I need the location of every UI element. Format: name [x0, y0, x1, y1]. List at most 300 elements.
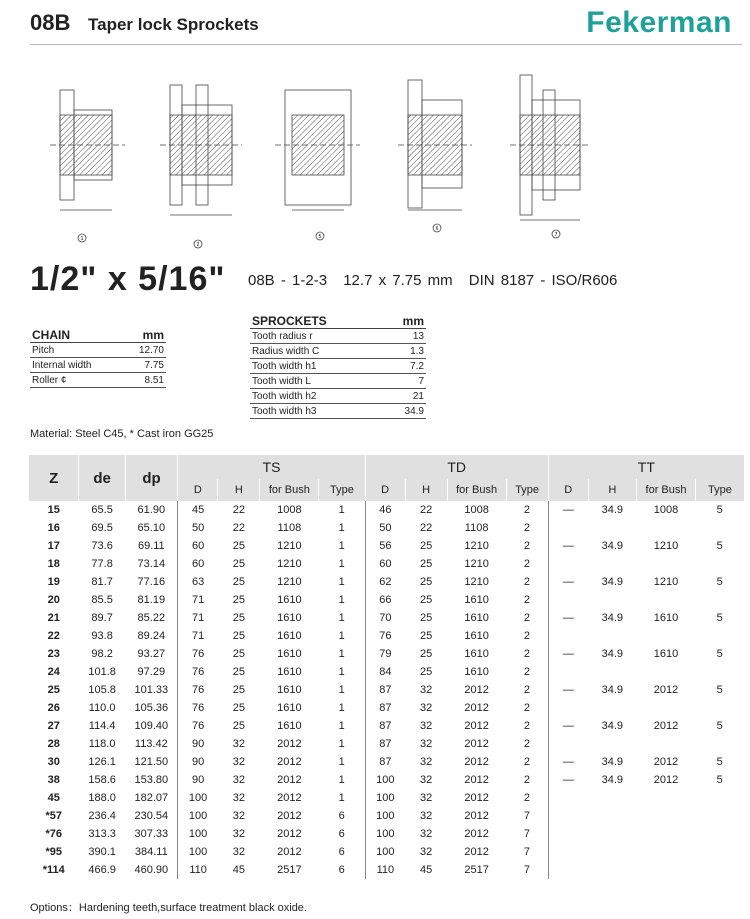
cell-ts: 1	[319, 501, 365, 519]
drawing-marker: 1	[80, 236, 84, 242]
subcol-td-d: D	[365, 479, 405, 501]
chain-header: CHAIN	[30, 328, 123, 343]
cell-tt-empty	[637, 825, 696, 843]
cell-ts: 100	[188, 792, 208, 804]
cell-z: 19	[47, 576, 60, 588]
cell-ts: 1610	[277, 612, 302, 624]
cell-ts: 50	[191, 522, 205, 534]
cell-td: 76	[379, 630, 392, 642]
cell-ts: 76	[191, 684, 205, 696]
cell-tt: 2012	[653, 720, 679, 732]
cell-tt-empty	[695, 861, 744, 879]
cell-tt-empty	[637, 807, 696, 825]
cell-td: 2	[506, 681, 548, 699]
sprockets-label: Tooth width h2	[250, 389, 383, 404]
table-row	[250, 374, 426, 389]
cell-ts: 1210	[277, 540, 302, 552]
table-row	[30, 373, 166, 388]
chain-value: 8.51	[123, 373, 166, 388]
cell-tt: 5	[716, 540, 723, 552]
product-code: 08B	[30, 10, 71, 35]
cell-ts: 2012	[277, 738, 302, 750]
cell-td: 32	[419, 720, 433, 732]
cell-ts: 76	[191, 666, 205, 678]
cell-ts: 25	[232, 558, 245, 570]
col-dp: dp	[125, 455, 178, 501]
cell-tt-empty	[548, 789, 588, 807]
cell-tt-empty	[695, 735, 744, 753]
table-row	[29, 771, 745, 789]
cell-tt-empty	[637, 627, 696, 645]
table-row	[29, 609, 745, 627]
subcol-tt-type: Type	[695, 479, 744, 501]
cell-tt-empty	[637, 861, 696, 879]
cell-tt-empty	[548, 627, 588, 645]
cell-tt-empty	[695, 843, 744, 861]
cell-dp: 121.50	[125, 753, 178, 771]
cell-tt-empty	[548, 591, 588, 609]
cell-tt-empty	[588, 627, 636, 645]
cell-z: 24	[47, 666, 60, 678]
cell-tt: 34.9	[601, 612, 624, 624]
col-z: Z	[29, 455, 79, 501]
cell-ts: 1	[319, 537, 365, 555]
cell-de: 236.4	[88, 810, 116, 822]
table-row	[250, 389, 426, 404]
cell-ts: 25	[232, 594, 245, 606]
cell-tt-empty	[695, 663, 744, 681]
cell-ts: 76	[191, 648, 205, 660]
brand-logo: Fekerman	[586, 6, 732, 39]
cell-z: *95	[45, 846, 62, 858]
subcol-ts-d: D	[178, 479, 218, 501]
cell-ts: 25	[232, 612, 245, 624]
cell-ts: 90	[191, 774, 205, 786]
sprocket-spec-table	[28, 455, 744, 879]
cell-dp: 113.42	[125, 735, 178, 753]
cell-ts: 1610	[277, 630, 302, 642]
cell-z: 45	[47, 792, 60, 804]
cell-td: 22	[419, 504, 433, 516]
table-row	[29, 753, 745, 771]
cell-td: 100	[376, 774, 395, 786]
cell-ts: 22	[232, 522, 245, 534]
cell-ts: 25	[232, 540, 245, 552]
cell-td: 32	[419, 846, 433, 858]
cell-tt-empty	[588, 861, 636, 879]
cell-tt: —	[562, 774, 574, 786]
cell-td: 2012	[464, 774, 489, 786]
cell-td: 25	[419, 576, 433, 588]
cell-td: 2	[506, 663, 548, 681]
cell-ts: 32	[232, 792, 245, 804]
cell-td: 1008	[464, 504, 489, 516]
cell-tt-empty	[548, 555, 588, 573]
cell-ts: 90	[191, 756, 205, 768]
cell-td: 25	[419, 612, 433, 624]
cell-td: 32	[419, 774, 433, 786]
cell-td: 2	[506, 519, 548, 537]
cell-tt: —	[562, 684, 574, 696]
subcol-ts-type: Type	[319, 479, 365, 501]
cell-tt-empty	[588, 555, 636, 573]
cell-dp: 97.29	[125, 663, 178, 681]
table-row	[29, 735, 745, 753]
cell-ts: 2012	[277, 828, 302, 840]
cell-tt-empty	[588, 699, 636, 717]
cell-ts: 1	[319, 591, 365, 609]
cell-z: 15	[47, 504, 60, 516]
sprockets-label: Tooth width L	[250, 374, 383, 389]
cell-td: 66	[379, 594, 392, 606]
cell-dp: 182.07	[125, 789, 178, 807]
col-de: de	[79, 455, 125, 501]
cell-z: 16	[47, 522, 60, 534]
table-row	[30, 358, 166, 373]
cell-ts: 60	[191, 540, 205, 552]
cell-ts: 6	[319, 825, 365, 843]
cell-td: 25	[419, 540, 433, 552]
group-ts: TS	[178, 455, 365, 479]
cell-tt-empty	[588, 789, 636, 807]
cell-ts: 1610	[277, 594, 302, 606]
chain-value: 12.70	[123, 343, 166, 358]
cell-td: 87	[379, 684, 392, 696]
cell-ts: 1	[319, 753, 365, 771]
cell-tt: 5	[716, 756, 723, 768]
sprockets-table	[250, 314, 426, 419]
subcol-ts-h: H	[218, 479, 260, 501]
cell-z: 38	[47, 774, 60, 786]
cell-tt-empty	[695, 807, 744, 825]
sprockets-label: Tooth radius r	[250, 329, 383, 344]
sprockets-value: 7	[383, 374, 426, 389]
cell-td: 100	[376, 846, 395, 858]
cell-dp: 109.40	[125, 717, 178, 735]
cell-ts: 6	[319, 807, 365, 825]
drawing-marker: 6	[435, 226, 439, 232]
cell-td: 25	[419, 558, 433, 570]
table-row	[250, 359, 426, 374]
cell-dp: 460.90	[125, 861, 178, 879]
cell-z: 17	[47, 540, 60, 552]
cell-tt-empty	[637, 843, 696, 861]
cell-tt-empty	[548, 663, 588, 681]
cell-td: 2	[506, 537, 548, 555]
cell-ts: 63	[191, 576, 205, 588]
cell-z: *57	[45, 810, 62, 822]
cell-dp: 85.22	[125, 609, 178, 627]
cell-de: 105.8	[88, 684, 116, 696]
table-row	[29, 645, 745, 663]
sprockets-value: 1.3	[383, 344, 426, 359]
cell-tt-empty	[588, 519, 636, 537]
cell-td: 84	[379, 666, 392, 678]
cell-td: 79	[379, 648, 392, 660]
cell-tt-empty	[548, 807, 588, 825]
cell-tt: 34.9	[601, 774, 624, 786]
cell-z: 23	[47, 648, 60, 660]
cell-ts: 25	[232, 648, 245, 660]
cell-tt: —	[562, 756, 574, 768]
cell-de: 101.8	[88, 666, 116, 678]
drawing-type-2	[160, 85, 242, 248]
spec-line	[248, 272, 627, 289]
cell-dp: 77.16	[125, 573, 178, 591]
cell-tt-empty	[548, 843, 588, 861]
cell-td: 2	[506, 573, 548, 591]
cell-tt: 1210	[653, 540, 679, 552]
sprockets-label: Tooth width h3	[250, 404, 383, 419]
cell-tt-empty	[588, 825, 636, 843]
table-row	[250, 404, 426, 419]
cell-td: 1610	[464, 648, 489, 660]
cell-tt: 2012	[653, 756, 679, 768]
cell-tt: —	[562, 540, 574, 552]
cell-dp: 105.36	[125, 699, 178, 717]
subcol-tt-h: H	[588, 479, 636, 501]
cell-dp: 89.24	[125, 627, 178, 645]
cell-tt-empty	[637, 789, 696, 807]
table-row	[250, 329, 426, 344]
cell-td: 1210	[464, 540, 489, 552]
cell-tt: 34.9	[601, 684, 624, 696]
cell-ts: 1	[319, 681, 365, 699]
cell-dp: 230.54	[125, 807, 178, 825]
sprockets-value: 7.2	[383, 359, 426, 374]
cell-ts: 32	[232, 774, 245, 786]
cell-dp: 73.14	[125, 555, 178, 573]
cell-tt-empty	[548, 861, 588, 879]
cell-ts: 1108	[277, 522, 302, 534]
cell-ts: 25	[232, 666, 245, 678]
cell-td: 32	[419, 810, 433, 822]
cell-de: 390.1	[88, 846, 116, 858]
subcol-td-for-bush: for Bush	[447, 479, 506, 501]
cell-td: 100	[376, 792, 395, 804]
cell-tt: 1008	[653, 504, 679, 516]
cell-tt: 5	[716, 576, 723, 588]
cell-de: 69.5	[91, 522, 113, 534]
cell-tt: 1610	[653, 648, 679, 660]
cell-td: 32	[419, 738, 433, 750]
cell-td: 2	[506, 735, 548, 753]
cell-td: 2	[506, 699, 548, 717]
drawing-marker: 7	[554, 232, 558, 238]
group-td: TD	[365, 455, 548, 479]
cell-de: 110.0	[88, 702, 116, 714]
cell-de: 77.8	[91, 558, 113, 570]
subcol-tt-for-bush: for Bush	[637, 479, 696, 501]
cell-tt-empty	[695, 699, 744, 717]
cell-td: 1610	[464, 666, 489, 678]
cell-td: 32	[419, 702, 433, 714]
cell-de: 85.5	[91, 594, 113, 606]
sprockets-value: 34.9	[383, 404, 426, 419]
cell-ts: 1210	[277, 558, 302, 570]
cell-ts: 1	[319, 699, 365, 717]
cell-ts: 1610	[277, 648, 302, 660]
cell-td: 2	[506, 789, 548, 807]
cell-td: 2012	[464, 684, 489, 696]
table-row	[250, 344, 426, 359]
chain-table	[30, 328, 166, 388]
cell-ts: 1	[319, 645, 365, 663]
table-row	[29, 537, 745, 555]
cell-ts: 6	[319, 843, 365, 861]
cell-td: 25	[419, 594, 433, 606]
cell-de: 158.6	[88, 774, 116, 786]
cell-ts: 2012	[277, 756, 302, 768]
cell-tt-empty	[588, 591, 636, 609]
table-row	[29, 663, 745, 681]
cell-td: 2012	[464, 738, 489, 750]
cell-td: 2	[506, 591, 548, 609]
cell-td: 70	[379, 612, 392, 624]
cell-tt-empty	[588, 807, 636, 825]
technical-drawings	[30, 60, 742, 255]
size-title: 1/2" x 5/16"	[30, 260, 226, 298]
subcol-ts-for-bush: for Bush	[260, 479, 319, 501]
table-row	[29, 573, 745, 591]
cell-tt: 34.9	[601, 648, 624, 660]
cell-z: *114	[42, 864, 65, 876]
cell-ts: 32	[232, 738, 245, 750]
cell-z: 22	[47, 630, 60, 642]
cell-tt: 1610	[653, 612, 679, 624]
cell-ts: 90	[191, 738, 205, 750]
cell-td: 2517	[464, 864, 489, 876]
cell-de: 73.6	[91, 540, 113, 552]
subcol-td-type: Type	[506, 479, 548, 501]
cell-tt-empty	[637, 555, 696, 573]
cell-td: 7	[506, 843, 548, 861]
cell-de: 114.4	[88, 720, 116, 732]
cell-tt-empty	[695, 555, 744, 573]
cell-ts: 1	[319, 609, 365, 627]
cell-tt-empty	[695, 789, 744, 807]
cell-td: 32	[419, 828, 433, 840]
cell-td: 2012	[464, 810, 489, 822]
cell-tt: 5	[716, 504, 723, 516]
cell-td: 7	[506, 861, 548, 879]
cell-ts: 1	[319, 663, 365, 681]
cell-ts: 32	[232, 828, 245, 840]
sprockets-label: Radius width C	[250, 344, 383, 359]
cell-tt: —	[562, 720, 574, 732]
cell-td: 25	[419, 630, 433, 642]
cell-td: 100	[376, 810, 395, 822]
table-row	[29, 699, 745, 717]
header-divider	[30, 44, 742, 45]
cell-tt: 5	[716, 648, 723, 660]
cell-td: 2	[506, 501, 548, 519]
cell-tt-empty	[588, 663, 636, 681]
header	[0, 0, 750, 44]
chain-value: 7.75	[123, 358, 166, 373]
cell-td: 1108	[464, 522, 489, 534]
table-row	[29, 627, 745, 645]
cell-td: 2012	[464, 702, 489, 714]
cell-td: 100	[376, 828, 395, 840]
cell-td: 1210	[464, 576, 489, 588]
cell-ts: 60	[191, 558, 205, 570]
cell-ts: 1610	[277, 720, 302, 732]
cell-ts: 25	[232, 684, 245, 696]
cell-td: 46	[379, 504, 392, 516]
cell-td: 1610	[464, 612, 489, 624]
cell-de: 98.2	[91, 648, 113, 660]
cell-td: 32	[419, 684, 433, 696]
cell-ts: 6	[319, 861, 365, 879]
cell-tt: 5	[716, 612, 723, 624]
cell-td: 32	[419, 756, 433, 768]
cell-td: 2	[506, 771, 548, 789]
cell-de: 65.5	[91, 504, 113, 516]
spec-dims: 12.7 x 7.75 mm	[343, 272, 453, 289]
cell-ts: 2012	[277, 846, 302, 858]
cell-dp: 384.11	[125, 843, 178, 861]
cell-ts: 71	[191, 612, 205, 624]
cell-td: 1210	[464, 558, 489, 570]
cell-td: 22	[419, 522, 433, 534]
cell-td: 1610	[464, 630, 489, 642]
options-note: Options：Hardening teeth,surface treatment black oxide.	[30, 902, 307, 914]
cell-tt: 2012	[653, 684, 679, 696]
product-title: Taper lock Sprockets	[88, 15, 259, 34]
cell-tt-empty	[637, 663, 696, 681]
cell-ts: 25	[232, 630, 245, 642]
cell-ts: 1610	[277, 666, 302, 678]
group-tt: TT	[548, 455, 744, 479]
cell-ts: 1	[319, 627, 365, 645]
cell-tt-empty	[695, 627, 744, 645]
cell-z: 26	[47, 702, 60, 714]
cell-z: 27	[47, 720, 60, 732]
drawing-type-5	[275, 90, 360, 240]
cell-ts: 1610	[277, 684, 302, 696]
cell-tt: 5	[716, 684, 723, 696]
chain-rows	[30, 343, 166, 388]
cell-de: 126.1	[88, 756, 116, 768]
cell-ts: 2012	[277, 792, 302, 804]
table-row	[29, 519, 745, 537]
cell-tt-empty	[588, 735, 636, 753]
cell-de: 93.8	[91, 630, 113, 642]
table-row	[29, 843, 745, 861]
cell-dp: 93.27	[125, 645, 178, 663]
cell-z: 18	[47, 558, 60, 570]
cell-tt-empty	[695, 825, 744, 843]
spec-standard: DIN 8187 - ISO/R606	[468, 272, 618, 289]
drawing-type-7	[510, 75, 590, 238]
cell-dp: 307.33	[125, 825, 178, 843]
cell-tt: 2012	[653, 774, 679, 786]
cell-tt-empty	[695, 519, 744, 537]
cell-td: 87	[379, 756, 392, 768]
cell-tt-empty	[637, 591, 696, 609]
cell-tt-empty	[637, 519, 696, 537]
sprockets-label: Tooth width h1	[250, 359, 383, 374]
cell-tt: 5	[716, 720, 723, 732]
cell-ts: 71	[191, 594, 205, 606]
cell-de: 466.9	[88, 864, 116, 876]
cell-tt: 5	[716, 774, 723, 786]
cell-td: 62	[379, 576, 392, 588]
cell-z: *76	[45, 828, 62, 840]
cell-tt-empty	[637, 699, 696, 717]
cell-td: 45	[419, 864, 433, 876]
